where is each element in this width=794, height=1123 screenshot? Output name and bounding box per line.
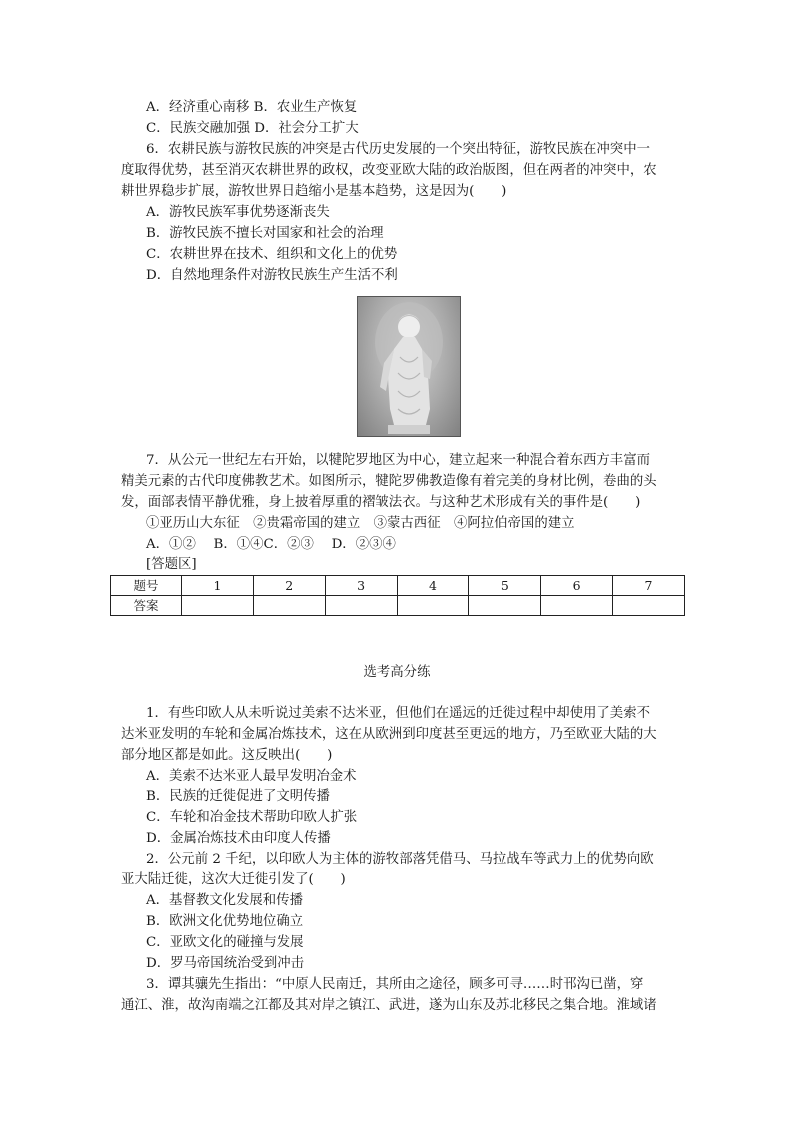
answer-cell[interactable]	[325, 596, 397, 616]
p2-q3-stem-line2: 通江、淮，故沟南端之江都及其对岸之镇江、武进，遂为山东及苏北移民之集合地。淮域诸	[121, 998, 657, 1013]
answer-cell[interactable]	[253, 596, 325, 616]
q6-option-d: D．自然地理条件对游牧民族生产生活不利	[146, 268, 398, 283]
answer-area-label: [答题区]	[146, 557, 197, 572]
q5-options-line2: C．民族交融加强 D．社会分工扩大	[146, 121, 359, 136]
q6-stem-line3: 耕世界稳步扩展，游牧世界日趋缩小是基本趋势，这是因为( )	[121, 184, 507, 199]
q7-items: ①亚历山大东征 ②贵霜帝国的建立 ③蒙古西征 ④阿拉伯帝国的建立	[146, 516, 575, 531]
q6-stem-line1: 6．农耕民族与游牧民族的冲突是古代历史发展的一个突出特征，游牧民族在冲突中一	[146, 142, 650, 157]
p2-q2-option-a: A．基督教文化发展和传播	[146, 893, 303, 908]
table-row	[111, 596, 685, 616]
question-number-cell: 1	[182, 576, 254, 596]
p2-q1-stem-line2: 达米亚发明的车轮和金属冶炼技术，这在从欧洲到印度甚至更远的地方，乃至欧亚大陆的大	[121, 727, 657, 742]
p2-q1-option-b: B．民族的迁徙促进了文明传播	[146, 789, 330, 804]
question-number-cell: 3	[325, 576, 397, 596]
gandhara-statue-image	[357, 296, 461, 437]
q6-option-a: A．游牧民族军事优势逐渐丧失	[146, 205, 330, 220]
q7-stem-line3: 发，面部表情平静优雅，身上披着厚重的褶皱法衣。与这种艺术形成有关的事件是( )	[121, 495, 641, 510]
section-title: 选考高分练	[363, 665, 431, 680]
p2-q2-stem-line1: 2．公元前 2 千纪，以印欧人为主体的游牧部落凭借马、马拉战车等武力上的优势向欧	[146, 852, 654, 867]
answer-cell[interactable]	[541, 596, 613, 616]
p2-q2-option-c: C．亚欧文化的碰撞与发展	[146, 935, 304, 950]
table-row	[111, 576, 685, 596]
question-number-cell: 6	[541, 576, 613, 596]
p2-q3-stem-line1: 3．谭其骧先生指出：“中原人民南迁，其所由之途径，顾多可寻……时邗沟已凿，穿	[146, 977, 644, 992]
answer-table	[110, 575, 685, 616]
q6-option-b: B．游牧民族不擅长对国家和社会的治理	[146, 226, 384, 241]
question-number-cell: 2	[253, 576, 325, 596]
question-number-cell: 4	[397, 576, 469, 596]
question-number-cell: 7	[613, 576, 685, 596]
answer-cell[interactable]	[613, 596, 685, 616]
answer-cell[interactable]	[397, 596, 469, 616]
answer-cell[interactable]	[469, 596, 541, 616]
p2-q1-option-c: C．车轮和冶金技术帮助印欧人扩张	[146, 810, 358, 825]
p2-q2-stem-line2: 亚大陆迁徙，这次大迁徙引发了( )	[121, 872, 346, 887]
p2-q1-option-d: D．金属冶炼技术由印度人传播	[146, 831, 331, 846]
q7-options: A．①② B．①④C．②③ D．②③④	[146, 537, 396, 552]
q7-stem-line2: 精美元素的古代印度佛教艺术。如图所示，犍陀罗佛教造像有着完美的身材比例，卷曲的头	[121, 474, 657, 489]
p2-q2-option-d: D．罗马帝国统治受到冲击	[146, 956, 305, 971]
table-header-cell: 题号	[111, 576, 182, 596]
table-header-cell: 答案	[111, 596, 182, 616]
p2-q1-option-a: A．美索不达米亚人最早发明冶金术	[146, 769, 357, 784]
p2-q1-stem-line1: 1．有些印欧人从未听说过美索不达米亚，但他们在遥远的迁徙过程中却使用了美索不	[146, 706, 650, 721]
q5-options-line1: A．经济重心南移 B．农业生产恢复	[146, 100, 358, 115]
p2-q2-option-b: B．欧洲文化优势地位确立	[146, 914, 304, 929]
question-number-cell: 5	[469, 576, 541, 596]
q6-stem-line2: 度取得优势，甚至消灭农耕世界的政权，改变亚欧大陆的政治版图，但在两者的冲突中，农	[121, 163, 657, 178]
q7-stem-line1: 7．从公元一世纪左右开始，以犍陀罗地区为中心，建立起来一种混合着东西方丰富而	[146, 453, 650, 468]
answer-cell[interactable]	[182, 596, 254, 616]
q6-option-c: C．农耕世界在技术、组织和文化上的优势	[146, 247, 398, 262]
p2-q1-stem-line3: 部分地区都是如此。这反映出( )	[121, 748, 333, 763]
